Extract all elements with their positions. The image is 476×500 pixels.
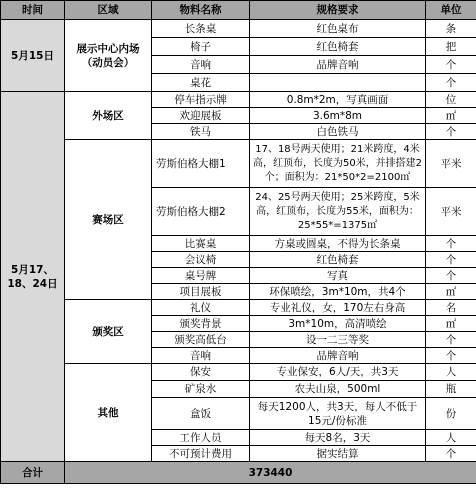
item-spec (250, 74, 426, 92)
item-spec: 品牌音响 (250, 348, 426, 364)
item-unit: 个 (426, 74, 476, 92)
header-area: 区域 (65, 1, 152, 20)
item-name: 比赛桌 (152, 236, 250, 252)
item-spec: 白色铁马 (250, 124, 426, 140)
item-name: 颁奖高低台 (152, 332, 250, 348)
item-spec: 农夫山泉，500ml (250, 381, 426, 398)
item-name: 矿泉水 (152, 381, 250, 398)
item-spec: 0.8m*2m，写真画面 (250, 92, 426, 108)
item-unit: 位 (426, 92, 476, 108)
item-unit: 把 (426, 38, 476, 56)
item-name: 颁奖背景 (152, 316, 250, 332)
item-spec: 写真 (250, 268, 426, 284)
zone-award: 颁奖区 (65, 300, 152, 364)
item-unit: 人 (426, 430, 476, 446)
zone-race: 赛场区 (65, 140, 152, 300)
item-unit: 个 (426, 124, 476, 140)
item-unit: 平米 (426, 188, 476, 236)
item-unit: ㎡ (426, 284, 476, 300)
table-row (1, 140, 476, 188)
header-item: 物料名称 (152, 1, 250, 20)
item-unit: 个 (426, 268, 476, 284)
item-unit: 瓶 (426, 381, 476, 398)
item-name: 欢迎展板 (152, 108, 250, 124)
table-row (1, 92, 476, 108)
item-name: 椅子 (152, 38, 250, 56)
item-spec: 3m*10m，高清喷绘 (250, 316, 426, 332)
item-spec: 每天1200人，共3天，每人不低于15元/份标准 (250, 398, 426, 430)
item-unit: 个 (426, 332, 476, 348)
item-unit: 份 (426, 398, 476, 430)
item-spec: 17、18号两天使用；21米跨度，4米高，红顶布，长度为50米，并排搭建2个；面积为：21*50*2=2100㎡ (250, 140, 426, 188)
table-row (1, 364, 476, 381)
zone-other: 其他 (65, 364, 152, 462)
item-name: 保安 (152, 364, 250, 381)
item-name: 音响 (152, 56, 250, 74)
zone-outdoor: 外场区 (65, 92, 152, 140)
item-spec: 品牌音响 (250, 56, 426, 74)
item-spec: 红色椅套 (250, 38, 426, 56)
item-spec: 每天8名，3天 (250, 430, 426, 446)
item-spec: 3.6m*8m (250, 108, 426, 124)
item-spec: 红色椅套 (250, 252, 426, 268)
total-value: 373440 (65, 462, 476, 484)
item-spec: 环保喷绘，3m*10m，共4个 (250, 284, 426, 300)
item-name: 铁马 (152, 124, 250, 140)
item-spec: 专业礼仪，女，170左右身高 (250, 300, 426, 316)
header-row (1, 1, 476, 20)
item-unit: 条 (426, 20, 476, 38)
item-unit: 个 (426, 348, 476, 364)
total-label: 合计 (1, 462, 65, 484)
item-unit: ㎡ (426, 108, 476, 124)
item-name: 桌号牌 (152, 268, 250, 284)
item-spec: 设一二三等奖 (250, 332, 426, 348)
item-unit: 平米 (426, 140, 476, 188)
date-group-may15: 5月15日 (1, 20, 65, 92)
total-row (1, 462, 476, 484)
item-unit: 个 (426, 252, 476, 268)
item-unit: 名 (426, 300, 476, 316)
item-spec: 据实结算 (250, 446, 426, 462)
item-name: 不可预计费用 (152, 446, 250, 462)
item-name: 劳斯伯格大棚1 (152, 140, 250, 188)
item-unit: 个 (426, 446, 476, 462)
item-unit: ㎡ (426, 316, 476, 332)
item-name: 工作人员 (152, 430, 250, 446)
item-name: 桌花 (152, 74, 250, 92)
date-group-may17-24: 5月17、18、24日 (1, 92, 65, 462)
header-time: 时间 (1, 1, 65, 20)
item-unit: 人 (426, 364, 476, 381)
item-name: 长条桌 (152, 20, 250, 38)
item-name: 劳斯伯格大棚2 (152, 188, 250, 236)
table-row (1, 300, 476, 316)
item-spec: 24、25号两天使用；25米跨度，5米高，红顶布，长度为55米，面积为：25*55*=1375㎡ (250, 188, 426, 236)
item-unit: 个 (426, 56, 476, 74)
item-spec: 红色桌布 (250, 20, 426, 38)
item-spec: 专业保安，6人/天，共3天 (250, 364, 426, 381)
item-name: 停车指示牌 (152, 92, 250, 108)
item-name: 项目展板 (152, 284, 250, 300)
item-spec: 方桌或圆桌，不得为长条桌 (250, 236, 426, 252)
item-name: 盒饭 (152, 398, 250, 430)
item-name: 音响 (152, 348, 250, 364)
header-spec: 规格要求 (250, 1, 426, 20)
item-name: 礼仪 (152, 300, 250, 316)
item-name: 会议椅 (152, 252, 250, 268)
item-unit: 个 (426, 236, 476, 252)
table-row (1, 20, 476, 38)
zone-exhibition: 展示中心内场（动员会） (65, 20, 152, 92)
header-unit: 单位 (426, 1, 476, 20)
